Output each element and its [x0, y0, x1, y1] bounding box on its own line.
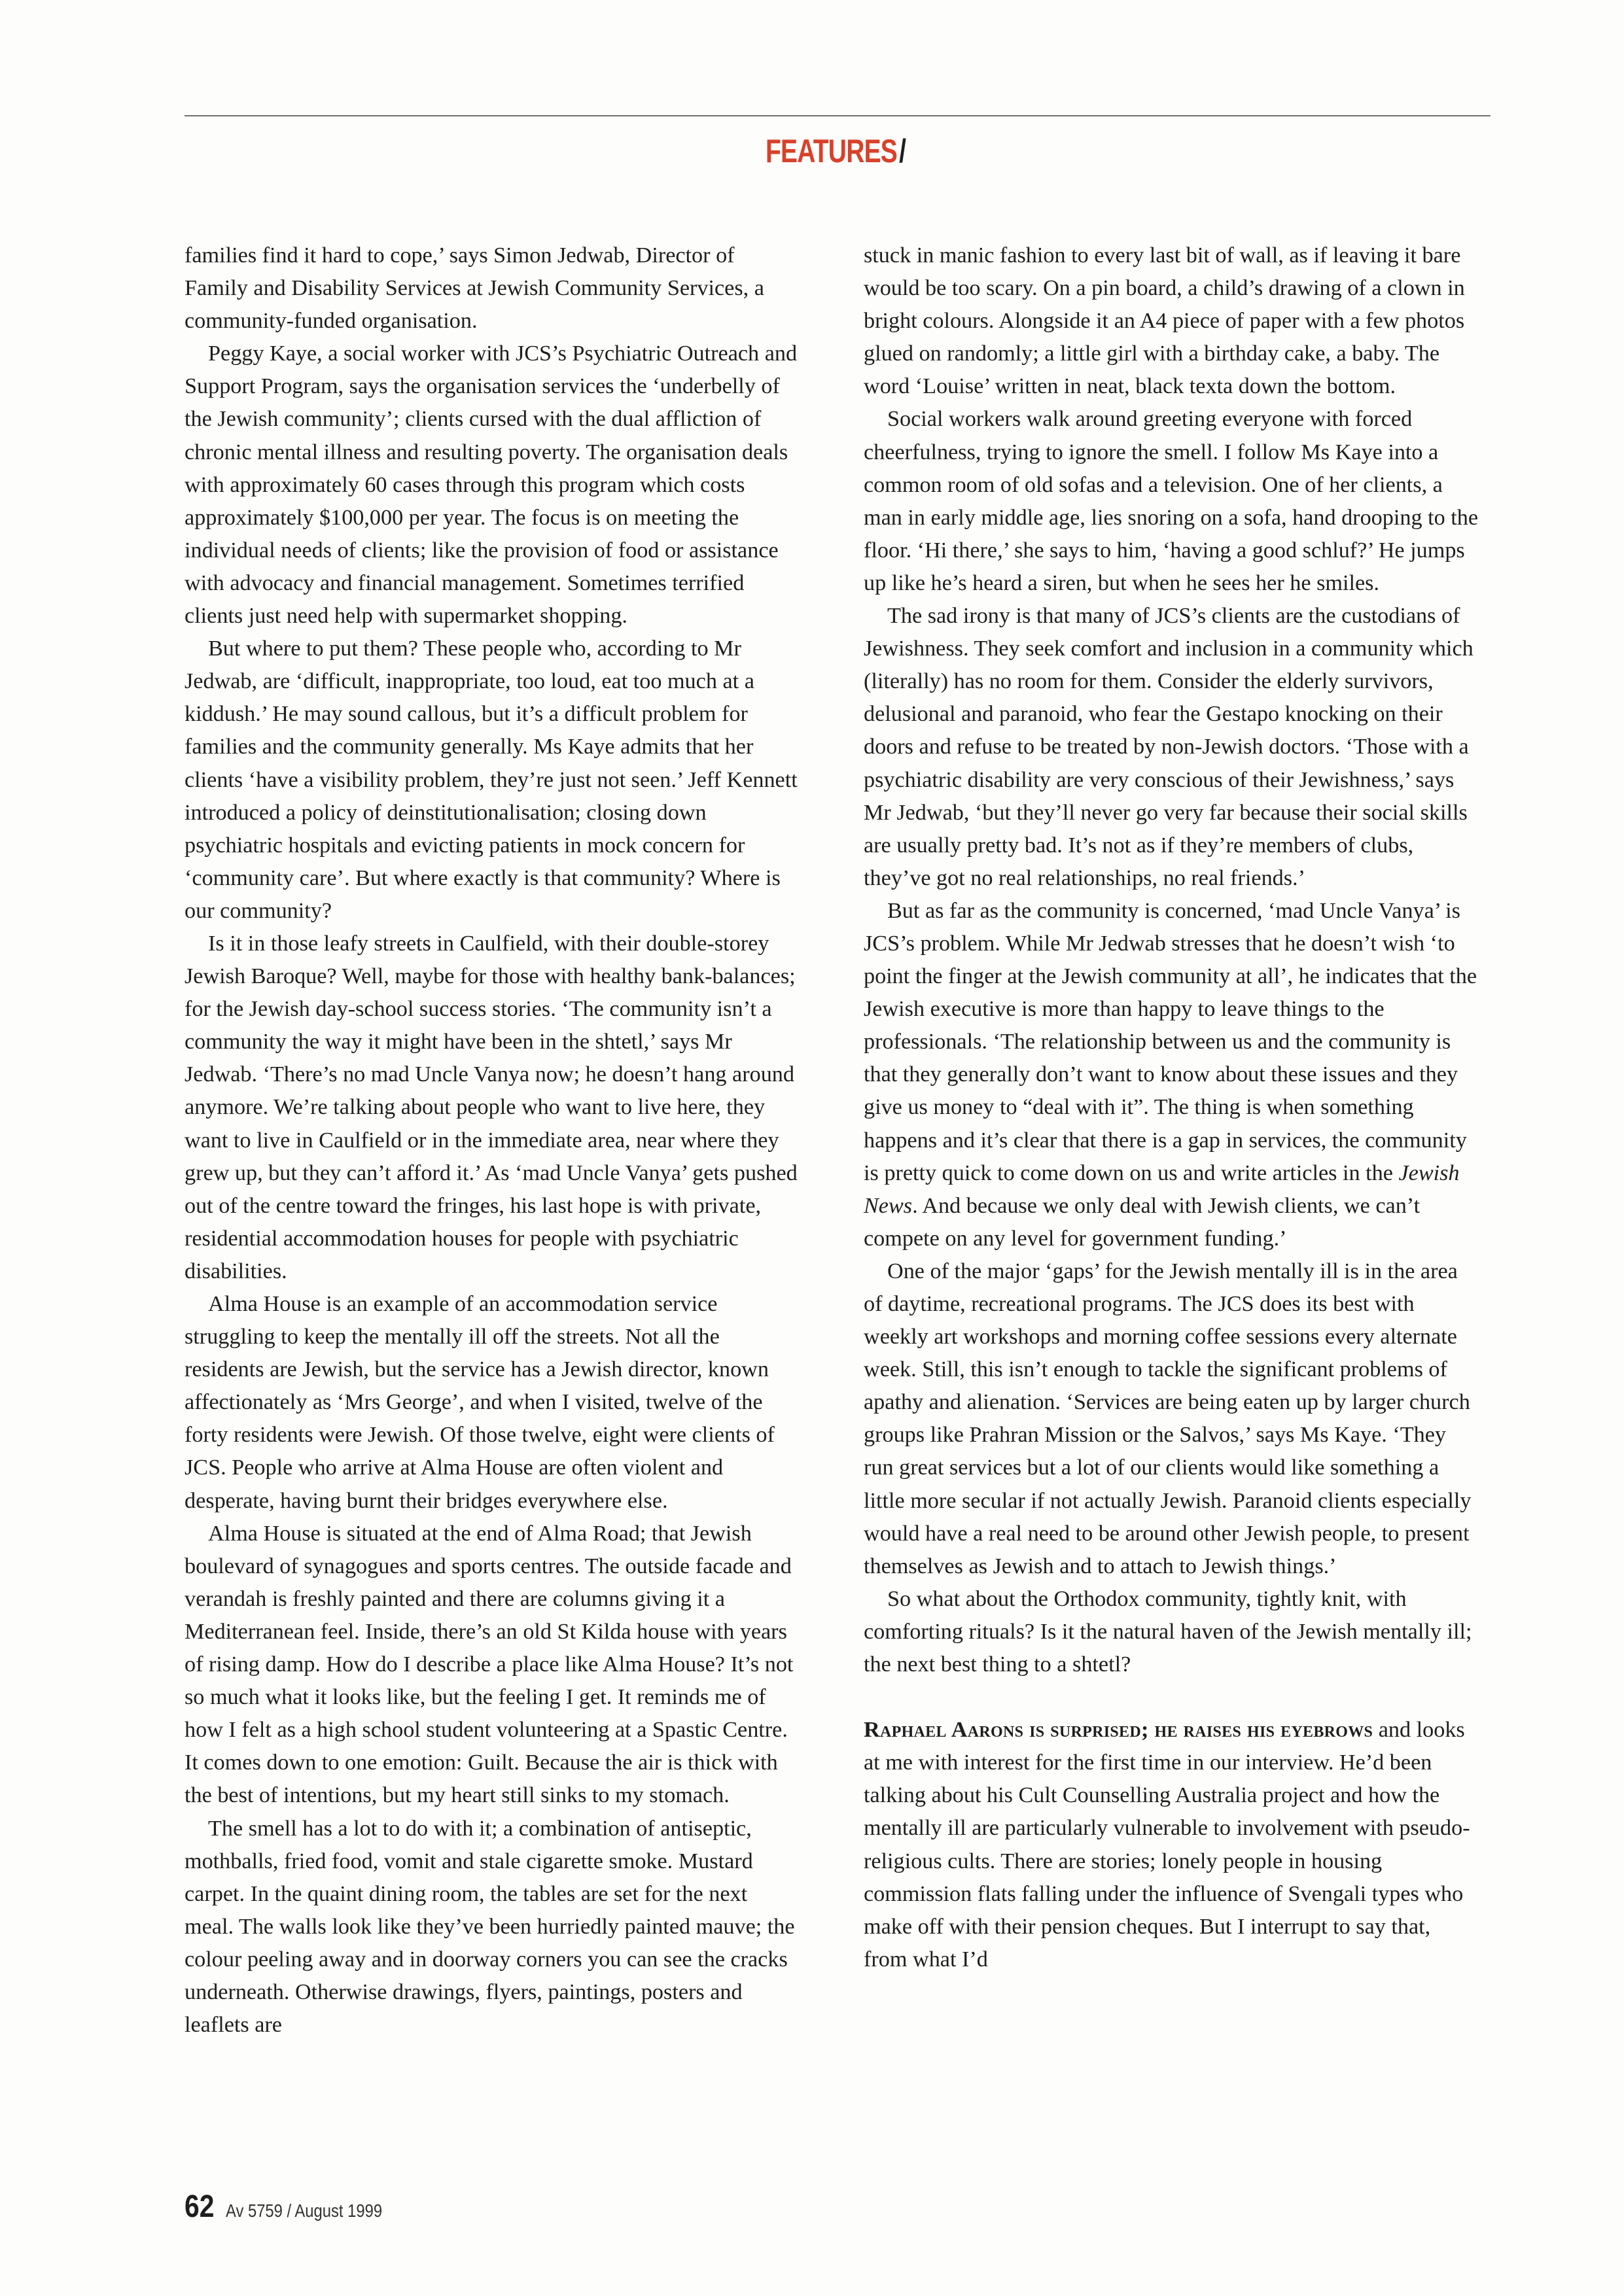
paragraph: Alma House is situated at the end of Alma Road; that Jewish boulevard of synagogues and sports centres. The outside facade and verandah is freshly painted and there are columns giving it a Mediterranean feel. Inside, there’s an old St Kilda house with years of rising damp. How do I describe a place like Alma House? It’s not so much what it looks like, but the feeling I get. It reminds me of how I felt as a high school student volunteering at a Spastic Centre. It comes down to one emotion: Guilt. Because the air is thick with the best of intentions, but my heart still sinks to my stomach.	[185, 1521, 794, 1808]
article-column-left	[185, 239, 800, 2042]
paragraph: So what about the Orthodox community, tightly knit, with comforting rituals? Is it the natural haven of the Jewish mentally ill; the next best thing to a shtetl?	[864, 1586, 1472, 1677]
page-footer	[185, 2189, 410, 2225]
section-header	[766, 132, 906, 170]
paragraph: Peggy Kaye, a social worker with JCS’s Psychiatric Outreach and Support Program, says the organisation services the ‘underbelly of the Jewish community’; clients cursed with the dual affliction of chronic mental illness and resulting poverty. The organisation deals with approximately 60 cases through this program which costs approximately $100,000 per year. The focus is on meeting the individual needs of clients; like the provision of food or assistance with advocacy and financial management. Sometimes terrified clients just need help with supermarket shopping.	[185, 341, 798, 629]
paragraph-text: and looks at me with interest for the first time in our interview. He’d been talking about his Cult Counselling Australia project and how the mentally ill are particularly vulnerable to involvement with pseudo-religious cults. There are stories; lonely people in housing commission flats falling under the influence of Svengali types who make off with their pension cheques. But I interrupt to say that, from what I’d	[864, 1718, 1470, 1972]
header-rule	[185, 115, 1491, 116]
lead-in-small-caps: Raphael Aarons is surprised; he raises his eyebrows	[864, 1718, 1373, 1743]
section-title: FEATURES	[766, 133, 898, 169]
paragraph: Social workers walk around greeting everyone with forced cheerfulness, trying to ignore the smell. I follow Ms Kaye into a common room of old sofas and a television. One of her clients, a man in early middle age, lies snoring on a sofa, hand drooping to the floor. ‘Hi there,’ she says to him, ‘having a good schluf?’ He jumps up like he’s heard a siren, but when he sees her he smiles.	[864, 407, 1478, 595]
paragraph: Is it in those leafy streets in Caulfield, with their double-storey Jewish Baroque? Well, maybe for those with healthy bank-balances; for the Jewish day-school success stories. ‘The community isn’t a community the way it might have been in the shtetl,’ says Mr Jedwab. ‘There’s no mad Uncle Vanya now; he doesn’t hang around anymore. We’re talking about people who want to live here, they want to live in Caulfield or in the immediate area, near where they grew up, but they can’t afford it.’ As ‘mad Uncle Vanya’ gets pushed out of the centre toward the fringes, his last hope is with private, residential accommodation houses for people with psychiatric disabilities.	[185, 931, 798, 1283]
article-column-right	[864, 239, 1479, 1976]
paragraph: families find it hard to cope,’ says Simon Jedwab, Director of Family and Disability Services at Jewish Community Services, a community-funded organisation.	[185, 243, 764, 334]
paragraph: The sad irony is that many of JCS’s clients are the custodians of Jewishness. They seek comfort and inclusion in a community which (literally) has no room for them. Consider the elderly survivors, delusional and paranoid, who fear the Gestapo knocking on their doors and refuse to be treated by non-Jewish doctors. ‘Those with a psychiatric disability are very conscious of their Jewishness,’ says Mr Jedwab, ‘but they’ll never go very far because their social skills are usually pretty bad. It’s not as if they’re members of clubs, they’ve got no real relationships, no real friends.’	[864, 604, 1474, 890]
paragraph: One of the major ‘gaps’ for the Jewish mentally ill is in the area of daytime, recreational programs. The JCS does its best with weekly art workshops and morning coffee sessions every alternate week. Still, this isn’t enough to tackle the significant problems of apathy and alienation. ‘Services are being eaten up by larger church groups like Prahran Mission or the Salvos,’ says Ms Kaye. ‘They run great services but a lot of our clients would like something a little more secular if not actually Jewish. Paranoid clients especially would have a real need to be around other Jewish people, to present themselves as Jewish and to attach to Jewish things.’	[864, 1259, 1472, 1578]
section-slash: /	[899, 133, 906, 169]
publication-title: Jewish News	[864, 1160, 1460, 1218]
paragraph-text: But as far as the community is concerned, ‘mad Uncle Vanya’ is JCS’s problem. While Mr Jedwab stresses that he doesn’t wish ‘to point the finger at the Jewish community at all’, he indicates that the Jewish executive is more than happy to leave things to the professionals. ‘The relationship between us and the community is that they generally don’t want to know about these issues and they give us money to “deal with it”. The thing is when something happens and it’s clear that there is a gap in services, the community is pretty quick to come down on us and write articles in the	[864, 898, 1477, 1185]
issue-date: Av 5759 / August 1999	[226, 2200, 383, 2221]
paragraph-text: . And because we only deal with Jewish clients, we can’t compete on any level for government funding.’	[864, 1193, 1421, 1251]
section-lead-paragraph	[864, 1714, 1479, 1976]
page-number: 62	[185, 2189, 215, 2224]
paragraph: But where to put them? These people who, according to Mr Jedwab, are ‘difficult, inappropriate, too loud, eat too much at a kiddush.’ He may sound callous, but it’s a difficult problem for families and the community generally. Ms Kaye admits that her clients ‘have a visibility problem, they’re just not seen.’ Jeff Kennett introduced a policy of deinstitutionalisation; closing down psychiatric hospitals and evicting patients in mock concern for ‘community care’. But where exactly is that community? Where is our community?	[185, 636, 798, 923]
paragraph: Alma House is an example of an accommodation service struggling to keep the mentally ill off the streets. Not all the residents are Jewish, but the service has a Jewish director, known affectionately as ‘Mrs George’, and when I visited, twelve of the forty residents were Jewish. Of those twelve, eight were clients of JCS. People who arrive at Alma House are often violent and desperate, having burnt their bridges everywhere else.	[185, 1292, 775, 1513]
paragraph: The smell has a lot to do with it; a combination of antiseptic, mothballs, fried food, vomit and stale cigarette smoke. Mustard carpet. In the quaint dining room, the tables are set for the next meal. The walls look like they’ve been hurriedly painted mauve; the colour peeling away and in doorway corners you can see the cracks underneath. Otherwise drawings, flyers, paintings, posters and leaflets are	[185, 1816, 795, 2038]
paragraph	[864, 895, 1479, 1255]
paragraph: stuck in manic fashion to every last bit of wall, as if leaving it bare would be too scary. On a pin board, a child’s drawing of a clown in bright colours. Alongside it an A4 piece of paper with a few photos glued on randomly; a little girl with a birthday cake, a baby. The word ‘Louise’ written in neat, black texta down the bottom.	[864, 243, 1465, 399]
